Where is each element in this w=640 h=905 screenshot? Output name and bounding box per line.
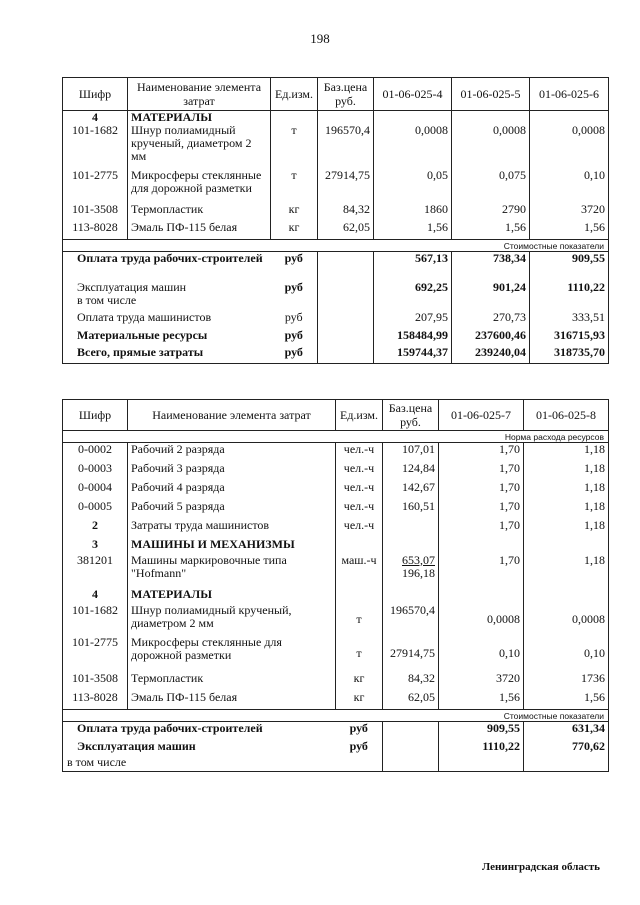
totals-row bbox=[63, 311, 609, 329]
row-price: 62,05 bbox=[383, 691, 439, 710]
row-name: Рабочий 3 разряда bbox=[128, 462, 336, 481]
row-value: 1,70 bbox=[439, 500, 524, 519]
row-value: 0,0008 bbox=[374, 124, 452, 169]
totals-value: 316715,93 bbox=[530, 329, 609, 346]
header-price: Баз.цена руб. bbox=[318, 78, 374, 111]
row-value: 1,56 bbox=[524, 691, 609, 710]
row-price: 196570,4 bbox=[318, 124, 374, 169]
header-unit: Ед.изм. bbox=[336, 400, 383, 431]
row-name: Рабочий 5 разряда bbox=[128, 500, 336, 519]
row-value: 1,18 bbox=[524, 554, 609, 588]
row-value: 1,18 bbox=[524, 443, 609, 462]
header-code: Шифр bbox=[63, 400, 128, 431]
totals-name-cell bbox=[63, 281, 271, 311]
row-value: 1,70 bbox=[439, 481, 524, 500]
totals-unit: руб bbox=[336, 722, 383, 740]
row-value: 1736 bbox=[524, 672, 609, 691]
cost-table-2 bbox=[62, 399, 609, 772]
totals-name: Оплата труда рабочих-строителей bbox=[63, 722, 336, 740]
table-row bbox=[63, 169, 609, 203]
row-code: 101-1682 bbox=[63, 604, 128, 636]
row-unit: кг bbox=[271, 203, 318, 221]
header-name: Наименование элемента затрат bbox=[128, 400, 336, 431]
row-value: 0,0008 bbox=[452, 124, 530, 169]
row-price: 160,51 bbox=[383, 500, 439, 519]
totals-value: 567,13 bbox=[374, 251, 452, 281]
table-row bbox=[63, 519, 609, 538]
totals-value: 333,51 bbox=[530, 311, 609, 329]
table-row bbox=[63, 443, 609, 462]
header-col-3: 01-06-025-6 bbox=[530, 78, 609, 111]
table-row bbox=[63, 500, 609, 519]
row-unit: маш.-ч bbox=[336, 554, 383, 588]
row-value: 0,10 bbox=[530, 169, 609, 203]
row-name: Затраты труда машинистов bbox=[128, 519, 336, 538]
row-value: 1,56 bbox=[439, 691, 524, 710]
section-title: МАТЕРИАЛЫ bbox=[128, 111, 271, 125]
table-row bbox=[63, 124, 609, 169]
row-name: Машины маркировочные типа "Hofmann" bbox=[128, 554, 336, 588]
row-price: 84,32 bbox=[383, 672, 439, 691]
row-value: 1860 bbox=[374, 203, 452, 221]
row-value: 1,70 bbox=[439, 554, 524, 588]
row-unit: чел.-ч bbox=[336, 519, 383, 538]
totals-value: 901,24 bbox=[452, 281, 530, 311]
header-col-1: 01-06-025-7 bbox=[439, 400, 524, 431]
section-code: 4 bbox=[63, 111, 128, 125]
table-row bbox=[63, 221, 609, 239]
row-price: 84,32 bbox=[318, 203, 374, 221]
section-code: 4 bbox=[63, 588, 128, 604]
row-code: 101-3508 bbox=[63, 672, 128, 691]
row-value: 0,10 bbox=[524, 636, 609, 672]
row-value: 3720 bbox=[530, 203, 609, 221]
totals-row bbox=[63, 281, 609, 311]
totals-value: 909,55 bbox=[530, 251, 609, 281]
row-unit: т bbox=[271, 124, 318, 169]
row-name: Термопластик bbox=[128, 672, 336, 691]
row-value: 0,0008 bbox=[530, 124, 609, 169]
header-col-2: 01-06-025-5 bbox=[452, 78, 530, 111]
row-code: 0-0004 bbox=[63, 481, 128, 500]
totals-value: 631,34 bbox=[524, 722, 609, 740]
row-price: 27914,75 bbox=[383, 636, 439, 672]
row-value: 1,70 bbox=[439, 443, 524, 462]
row-price-cell bbox=[383, 554, 439, 588]
totals-name: Материальные ресурсы bbox=[63, 329, 271, 346]
band-label: Норма расхода ресурсов bbox=[63, 431, 609, 443]
row-value: 0,0008 bbox=[439, 604, 524, 636]
totals-name: Оплата труда машинистов bbox=[63, 311, 271, 329]
section-title: МАШИНЫ И МЕХАНИЗМЫ bbox=[128, 538, 336, 554]
row-code: 101-2775 bbox=[63, 169, 128, 203]
band-cost-indicators bbox=[63, 710, 609, 722]
table-row bbox=[63, 462, 609, 481]
row-price: 107,01 bbox=[383, 443, 439, 462]
row-value: 0,10 bbox=[439, 636, 524, 672]
totals-value: 318735,70 bbox=[530, 346, 609, 363]
totals-name: в том числе bbox=[63, 756, 336, 772]
table-row bbox=[63, 604, 609, 636]
row-name: Эмаль ПФ-115 белая bbox=[128, 221, 271, 239]
totals-unit: руб bbox=[336, 740, 383, 756]
totals-value: 1110,22 bbox=[439, 740, 524, 756]
row-value: 3720 bbox=[439, 672, 524, 691]
row-value: 1,70 bbox=[439, 462, 524, 481]
row-value: 1,18 bbox=[524, 481, 609, 500]
totals-value: 159744,37 bbox=[374, 346, 452, 363]
row-unit: чел.-ч bbox=[336, 462, 383, 481]
totals-name: Оплата труда рабочих-строителей bbox=[63, 251, 271, 281]
row-code: 0-0002 bbox=[63, 443, 128, 462]
table-header-row bbox=[63, 78, 609, 111]
row-name: Рабочий 2 разряда bbox=[128, 443, 336, 462]
totals-unit: руб bbox=[271, 251, 318, 281]
row-unit: т bbox=[336, 604, 383, 636]
row-value: 1,18 bbox=[524, 500, 609, 519]
totals-value: 770,62 bbox=[524, 740, 609, 756]
totals-value: 738,34 bbox=[452, 251, 530, 281]
row-unit: т bbox=[271, 169, 318, 203]
row-code: 101-1682 bbox=[63, 124, 128, 169]
totals-row bbox=[63, 740, 609, 756]
section-row bbox=[63, 538, 609, 554]
totals-row bbox=[63, 251, 609, 281]
totals-unit: руб bbox=[271, 346, 318, 363]
totals-row bbox=[63, 329, 609, 346]
table-header-row bbox=[63, 400, 609, 431]
totals-row bbox=[63, 756, 609, 772]
row-name: Микросферы стеклянные для дорожной разметки bbox=[128, 636, 336, 672]
totals-value: 237600,46 bbox=[452, 329, 530, 346]
totals-name: Всего, прямые затраты bbox=[63, 346, 271, 363]
row-value: 2790 bbox=[452, 203, 530, 221]
totals-row bbox=[63, 722, 609, 740]
row-name: Рабочий 4 разряда bbox=[128, 481, 336, 500]
table-row bbox=[63, 672, 609, 691]
header-code: Шифр bbox=[63, 78, 128, 111]
row-code: 113-8028 bbox=[63, 221, 128, 239]
table-row bbox=[63, 481, 609, 500]
row-code: 0-0005 bbox=[63, 500, 128, 519]
cost-table-1 bbox=[62, 77, 609, 364]
row-value: 1,56 bbox=[374, 221, 452, 239]
row-code: 113-8028 bbox=[63, 691, 128, 710]
band-cost-indicators bbox=[63, 239, 609, 251]
footer-region: Ленинградская область bbox=[482, 861, 600, 873]
totals-value: 158484,99 bbox=[374, 329, 452, 346]
row-code: 381201 bbox=[63, 554, 128, 588]
row-price-secondary: 196,18 bbox=[402, 565, 435, 580]
row-unit: чел.-ч bbox=[336, 443, 383, 462]
totals-value: 270,73 bbox=[452, 311, 530, 329]
row-price: 62,05 bbox=[318, 221, 374, 239]
row-price: 124,84 bbox=[383, 462, 439, 481]
row-price: 196570,4 bbox=[383, 604, 439, 636]
header-unit: Ед.изм. bbox=[271, 78, 318, 111]
row-unit: кг bbox=[336, 691, 383, 710]
table-row bbox=[63, 554, 609, 588]
row-value: 1,70 bbox=[439, 519, 524, 538]
row-name: Шнур полиамидный крученый, диаметром 2 мм bbox=[128, 604, 336, 636]
table-row bbox=[63, 636, 609, 672]
row-unit: кг bbox=[271, 221, 318, 239]
section-row bbox=[63, 588, 609, 604]
totals-name: Эксплуатация машин bbox=[77, 280, 187, 294]
page-number: 198 bbox=[310, 31, 330, 46]
row-name: Шнур полиамидный крученый, диаметром 2 мм bbox=[128, 124, 271, 169]
totals-unit: руб bbox=[271, 281, 318, 311]
table-row bbox=[63, 691, 609, 710]
row-name: Микросферы стеклянные для дорожной разметки bbox=[128, 169, 271, 203]
row-value: 1,56 bbox=[452, 221, 530, 239]
row-unit: чел.-ч bbox=[336, 481, 383, 500]
row-code: 101-3508 bbox=[63, 203, 128, 221]
section-code: 3 bbox=[63, 538, 128, 554]
band-resource-norms bbox=[63, 431, 609, 443]
row-value: 1,18 bbox=[524, 462, 609, 481]
row-code: 0-0003 bbox=[63, 462, 128, 481]
row-value: 0,05 bbox=[374, 169, 452, 203]
row-value: 1,56 bbox=[530, 221, 609, 239]
band-label: Стоимостные показатели bbox=[63, 710, 609, 722]
row-price: 142,67 bbox=[383, 481, 439, 500]
totals-subnote: в том числе bbox=[77, 293, 137, 307]
totals-value: 692,25 bbox=[374, 281, 452, 311]
row-price: 27914,75 bbox=[318, 169, 374, 203]
header-col-1: 01-06-025-4 bbox=[374, 78, 452, 111]
row-unit: кг bbox=[336, 672, 383, 691]
header-price: Баз.цена руб. bbox=[383, 400, 439, 431]
row-name: Термопластик bbox=[128, 203, 271, 221]
band-label: Стоимостные показатели bbox=[63, 239, 609, 251]
row-price: 653,07 bbox=[402, 552, 435, 567]
row-code: 101-2775 bbox=[63, 636, 128, 672]
row-name: Эмаль ПФ-115 белая bbox=[128, 691, 336, 710]
totals-value: 1110,22 bbox=[530, 281, 609, 311]
row-value: 1,18 bbox=[524, 519, 609, 538]
totals-value: 909,55 bbox=[439, 722, 524, 740]
section-title: МАТЕРИАЛЫ bbox=[128, 588, 336, 604]
totals-value: 239240,04 bbox=[452, 346, 530, 363]
totals-unit: руб bbox=[271, 311, 318, 329]
section-row bbox=[63, 111, 609, 125]
row-code: 2 bbox=[63, 519, 128, 538]
header-col-2: 01-06-025-8 bbox=[524, 400, 609, 431]
row-value: 0,0008 bbox=[524, 604, 609, 636]
row-value: 0,075 bbox=[452, 169, 530, 203]
header-name: Наименование элемента затрат bbox=[128, 78, 271, 111]
row-unit: чел.-ч bbox=[336, 500, 383, 519]
row-unit: т bbox=[336, 636, 383, 672]
totals-value: 207,95 bbox=[374, 311, 452, 329]
totals-row bbox=[63, 346, 609, 363]
totals-name: Эксплуатация машин bbox=[63, 740, 336, 756]
totals-unit: руб bbox=[271, 329, 318, 346]
table-row bbox=[63, 203, 609, 221]
